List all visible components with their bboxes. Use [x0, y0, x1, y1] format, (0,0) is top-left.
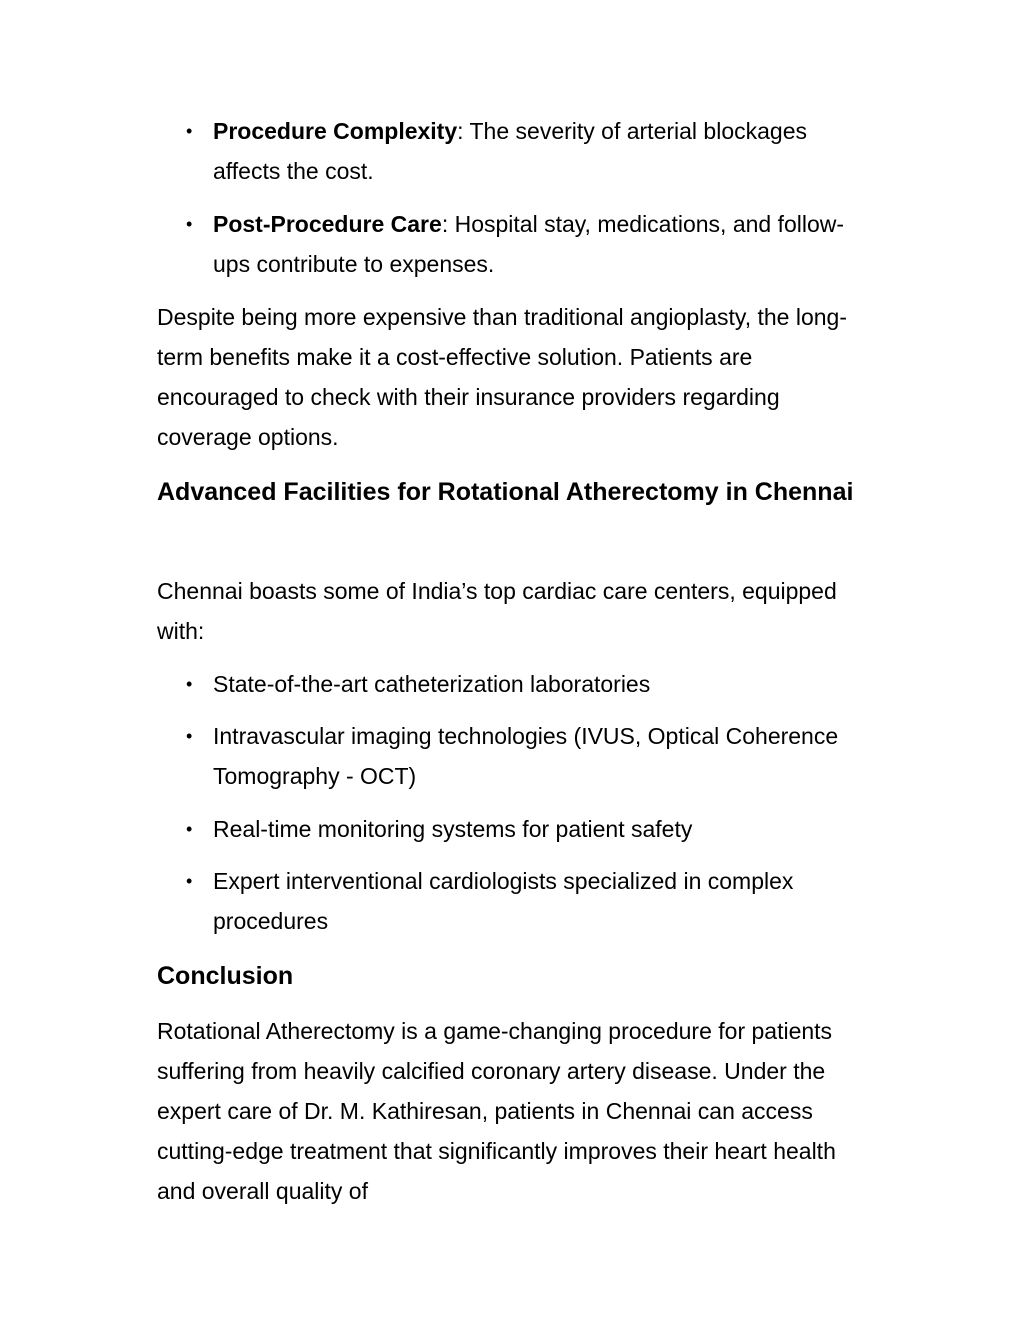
- bullet-icon: •: [186, 819, 193, 839]
- bullet-icon: •: [186, 674, 193, 694]
- facility-item-text: State-of-the-art catheterization laboratories: [213, 671, 651, 697]
- facilities-list-3: [157, 809, 877, 849]
- facility-item-text: Real-time monitoring systems for patient safety: [213, 816, 693, 842]
- bullet-icon: •: [186, 214, 193, 234]
- list-item: [157, 111, 877, 191]
- cost-factor-text: : Hospital stay, medications, and follow-ups contribute to expenses.: [213, 211, 845, 277]
- conclusion-paragraph: Rotational Atherectomy is a game-changing procedure for patients suffering from heavily calcified coronary artery disease. Under the expert care of Dr. M. Kathiresan, patients in Chennai can access cutting-edge treatment that significantly improves their heart health and overall quality of: [157, 1018, 836, 1204]
- bullet-icon: •: [186, 121, 193, 141]
- list-item: [157, 716, 877, 796]
- bullet-icon: •: [186, 726, 193, 746]
- facilities-list-2: [157, 716, 877, 796]
- list-item: [157, 809, 877, 849]
- cost-factors-list-2: [157, 204, 877, 284]
- cost-paragraph: Despite being more expensive than traditional angioplasty, the long-term benefits make it a cost-effective solution. Patients are encouraged to check with their insurance providers regarding coverage options.: [157, 304, 847, 450]
- list-item: [157, 204, 877, 284]
- bullet-icon: •: [186, 871, 193, 891]
- cost-factor-term: Post-Procedure Care: [213, 211, 442, 237]
- facilities-heading: Advanced Facilities for Rotational Atherectomy in Chennai: [157, 478, 854, 506]
- facilities-list-4: [157, 861, 877, 941]
- cost-factor-text: : The severity of arterial blockages affects the cost.: [213, 118, 807, 184]
- cost-factor-term: Procedure Complexity: [213, 118, 458, 144]
- list-item: [157, 861, 877, 941]
- conclusion-heading: Conclusion: [157, 962, 294, 990]
- facility-item-text: Expert interventional cardiologists specialized in complex procedures: [213, 868, 794, 934]
- cost-factors-list: [157, 111, 877, 191]
- facilities-intro: Chennai boasts some of India’s top cardiac care centers, equipped with:: [157, 578, 837, 644]
- facility-item-text: Intravascular imaging technologies (IVUS, Optical Coherence Tomography - OCT): [213, 723, 839, 789]
- list-item: [157, 664, 877, 704]
- facilities-list: [157, 664, 877, 704]
